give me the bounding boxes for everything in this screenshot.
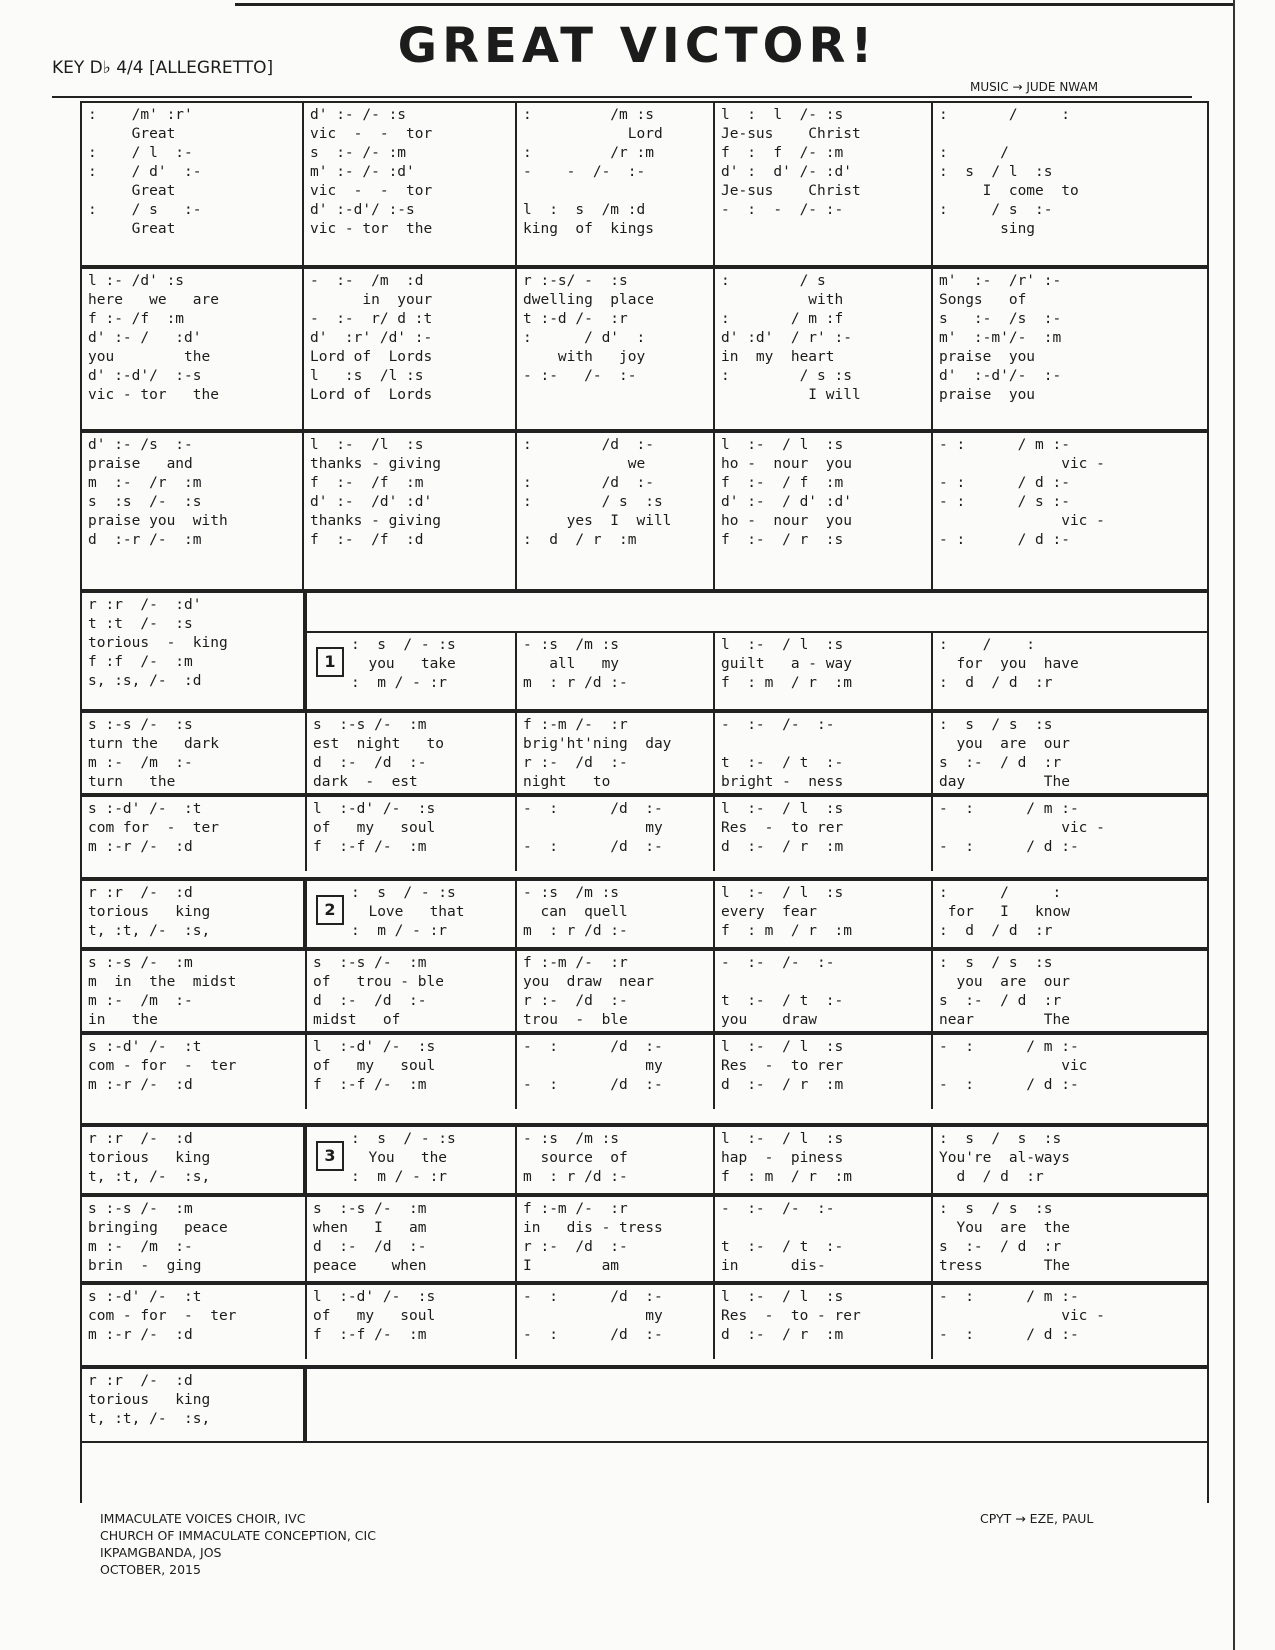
measure-cell: l :- / l :s guilt a - way f : m / r :m: [715, 633, 933, 709]
measure-cell: r :-s/ - :s dwelling place t :-d /- :r : / d' : with joy - :- /- :-: [517, 269, 715, 429]
header-rule: [52, 96, 1192, 98]
verse-2-row-1: [82, 947, 1207, 1031]
measure-cell: : s / s :s you are our s :- / d :r near The: [939, 955, 1070, 1028]
measure-cell: - :s /m :s all my m : r /d :-: [517, 633, 715, 709]
measure-cell: d' :- /- :s vic - - tor s :- /- :m m' :- /- :d' vic - - tor d' :-d'/ :-s vic - tor the: [304, 103, 517, 265]
verse-3-lead-row: [82, 1123, 1207, 1193]
verse-3-row-1: [82, 1193, 1207, 1281]
verse-number-badge: 1: [316, 647, 344, 677]
measure-cell: - : / m :- vic - : / d :-: [939, 1039, 1088, 1093]
score-block-1: [82, 101, 1207, 265]
measure-cell: l :- / l :s Res - to rer d :- / r :m: [715, 1035, 933, 1109]
location: IKPAMGBANDA, JOS: [100, 1545, 222, 1560]
final-cell: r :r /- :d torious king t, :t, /- :s,: [82, 1369, 307, 1441]
measure-cell: - : / m :- vic - - : / d :-: [939, 801, 1105, 855]
vamp-cell: r :r /- :d torious king t, :t, /- :s,: [82, 881, 307, 947]
measure-cell: l : l /- :s Je-sus Christ f : f /- :m d' : d' /- :d' Je-sus Christ - : - /- :-: [715, 103, 933, 265]
measure-cell: - :- /- :- t :- / t :- bright - ness: [715, 713, 933, 793]
key-signature: KEY D♭ 4/4 [ALLEGRETTO]: [52, 58, 274, 78]
measure-cell: : / : for you have : d / d :r: [939, 637, 1079, 691]
measure-cell: l :- /d' :s here we are f :- /f :m d' :- / :d' you the d' :-d'/ :-s vic - tor the: [82, 269, 304, 429]
measure-cell: : / s with : / m :f d' :d' / r' :- in my heart : / s :s I will: [715, 269, 933, 429]
verse-2-lead-in: : s / - :s Love that : m / - :r: [307, 881, 517, 947]
verse-2-row-2: [82, 1031, 1207, 1109]
measure-cell: s :-s /- :m bringing peace m :- /m :- brin - ging: [82, 1197, 307, 1281]
score-grid: [80, 101, 1209, 1503]
verse-3-row-2: [82, 1281, 1207, 1359]
measure-cell: : /d :- we : /d :- : / s :s yes I will : d / r :m: [517, 433, 715, 589]
page-right-edge: [1233, 0, 1235, 1650]
measure-cell: f :-m /- :r in dis - tress r :- /d :- I am: [517, 1197, 715, 1281]
measure-cell: - :s /m :s can quell m : r /d :-: [517, 881, 715, 947]
measure-cell: f :-m /- :r brig'ht'ning day r :- /d :- night to: [517, 713, 715, 793]
measure-cell: - : /d :- my - : /d :-: [517, 797, 715, 871]
measure-cell: s :-s /- :m of trou - ble d :- /d :- midst of: [307, 951, 517, 1031]
measure-cell: - : / m :- vic - - : / d :-: [939, 1289, 1105, 1343]
measure-cell: l :- / l :s Res - to rer d :- / r :m: [715, 797, 933, 871]
vamp-verse-1-block: [82, 589, 1207, 709]
measure-cell: : s / s :s you are our s :- / d :r day The: [939, 717, 1070, 790]
measure-cell: - :- /m :d in your - :- r/ d :t d' :r' /d' :- Lord of Lords l :s /l :s Lord of Lords: [304, 269, 517, 429]
verse-number-badge: 3: [316, 1141, 344, 1171]
vamp-cell: r :r /- :d' t :t /- :s torious - king f :f /- :m s, :s, /- :d: [82, 593, 307, 709]
measure-cell: l :-d' /- :s of my soul f :-f /- :m: [307, 1285, 517, 1359]
measure-cell: : / : : / : s / l :s I come to : / s :- sing: [939, 107, 1079, 237]
vamp-cell: r :r /- :d torious king t, :t, /- :s,: [82, 1127, 307, 1193]
measure-cell: : s / s :s You are the s :- / d :r tress The: [939, 1201, 1070, 1274]
measure-cell: m' :- /r' :- Songs of s :- /s :- m' :-m'/- :m praise you d' :-d'/- :- praise you: [939, 273, 1062, 403]
measure-cell: s :-s /- :m est night to d :- /d :- dark - est: [307, 713, 517, 793]
measure-cell: s :-s /- :s turn the dark m :- /m :- turn the: [82, 713, 307, 793]
verse-3-lead-in: : s / - :s You the : m / - :r: [307, 1127, 517, 1193]
measure-cell: d' :- /s :- praise and m :- /r :m s :s /- :s praise you with d :-r /- :m: [82, 433, 304, 589]
measure-cell: - : / m :- vic - - : / d :- - : / s :- vic - - : / d :-: [939, 437, 1105, 548]
measure-cell: - : /d :- my - : /d :-: [517, 1285, 715, 1359]
measure-cell: s :-d' /- :t com - for - ter m :-r /- :d: [82, 1035, 307, 1109]
verse-2-lead-row: [82, 877, 1207, 947]
verse-number-badge: 2: [316, 895, 344, 925]
measure-cell: s :-d' /- :t com for - ter m :-r /- :d: [82, 797, 307, 871]
measure-cell: s :-d' /- :t com - for - ter m :-r /- :d: [82, 1285, 307, 1359]
measure-cell: : /m' :r' Great : / l :- : / d' :- Great : / s :- Great: [82, 103, 304, 265]
measure-cell: - :- /- :- t :- / t :- you draw: [715, 951, 933, 1031]
verse-1-row-1: [82, 709, 1207, 793]
score-block-3: [82, 429, 1207, 589]
song-title: GREAT VICTOR!: [397, 18, 878, 74]
choir-credit: [100, 1510, 376, 1578]
measure-cell: - :s /m :s source of m : r /d :-: [517, 1127, 715, 1193]
measure-cell: - :- /- :- t :- / t :- in dis-: [715, 1197, 933, 1281]
measure-cell: : / : for I know : d / d :r: [939, 885, 1070, 939]
measure-cell: f :-m /- :r you draw near r :- /d :- trou - ble: [517, 951, 715, 1031]
copyright: CPYT → EZE, PAUL: [980, 1511, 1094, 1526]
measure-cell: l :- / l :s ho - nour you f :- / f :m d' :- / d' :d' ho - nour you f :- / r :s: [715, 433, 933, 589]
measure-cell: l :-d' /- :s of my soul f :-f /- :m: [307, 1035, 517, 1109]
date: OCTOBER, 2015: [100, 1562, 201, 1577]
composer-credit: MUSIC → JUDE NWAM: [970, 80, 1099, 94]
choir-name: IMMACULATE VOICES CHOIR, IVC: [100, 1511, 306, 1526]
verse-1-lead-in: : s / - :s you take : m / - :r: [307, 633, 517, 709]
top-edge-line: [235, 3, 1235, 6]
measure-cell: : /m :s Lord : /r :m - - /- :- l : s /m :d king of kings: [517, 103, 715, 265]
church-name: CHURCH OF IMMACULATE CONCEPTION, CIC: [100, 1528, 376, 1543]
verse-1-row-2: [82, 793, 1207, 871]
final-block: [82, 1365, 1207, 1443]
measure-cell: l :- /l :s thanks - giving f :- /f :m d' :- /d' :d' thanks - giving f :- /f :d: [304, 433, 517, 589]
measure-cell: l :-d' /- :s of my soul f :-f /- :m: [307, 797, 517, 871]
measure-cell: s :-s /- :m m in the midst m :- /m :- in the: [82, 951, 307, 1031]
measure-cell: : s / s :s You're al-ways d / d :r: [939, 1131, 1070, 1185]
measure-cell: s :-s /- :m when I am d :- /d :- peace when: [307, 1197, 517, 1281]
measure-cell: l :- / l :s every fear f : m / r :m: [715, 881, 933, 947]
score-block-2: [82, 265, 1207, 429]
measure-cell: - : /d :- my - : /d :-: [517, 1035, 715, 1109]
measure-cell: l :- / l :s hap - piness f : m / r :m: [715, 1127, 933, 1193]
measure-cell: l :- / l :s Res - to - rer d :- / r :m: [715, 1285, 933, 1359]
